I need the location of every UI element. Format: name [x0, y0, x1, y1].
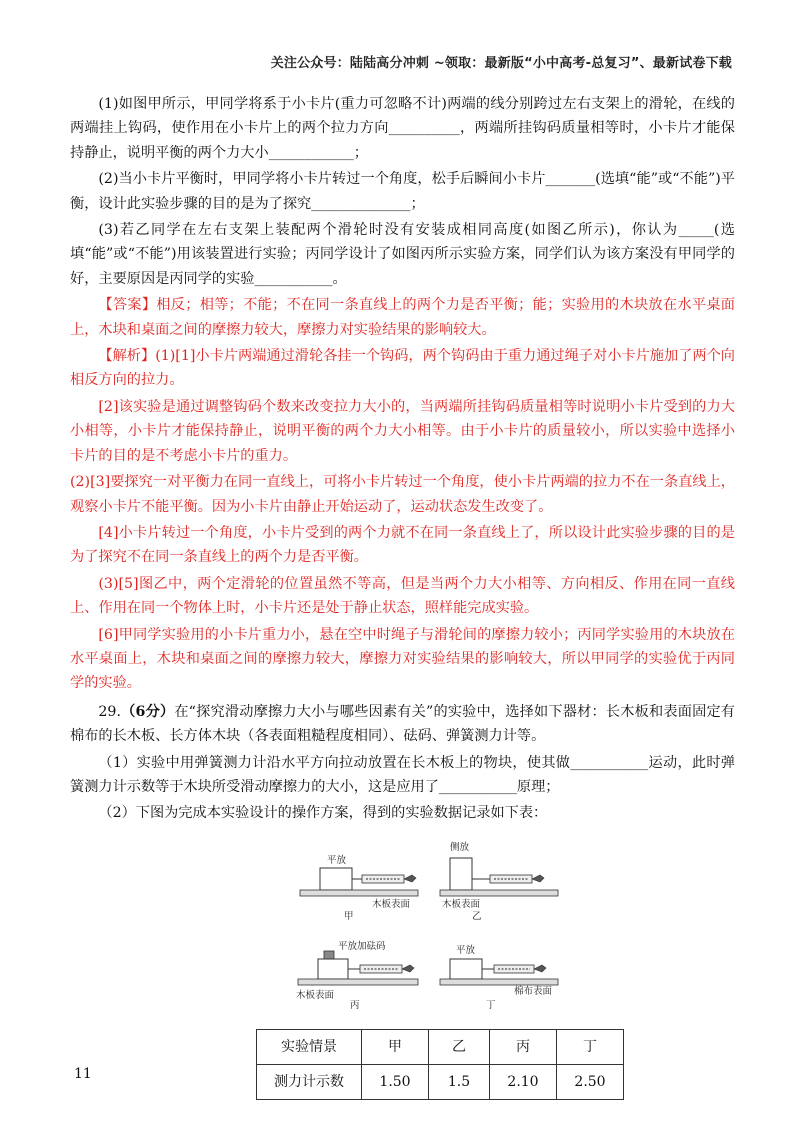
table-cell: 1.50 [362, 1064, 429, 1099]
q28-analysis-5: (3)[5]图乙中，两个定滑轮的位置虽然不等高，但是当两个力大小相等、方向相反、作用在同一直线上、作用在同一个物体上时，小卡片还是处于静止状态，照样能完成实验。 [70, 575, 735, 617]
q28-analysis-1 [70, 344, 735, 393]
q29-stem [70, 700, 735, 749]
analysis-1-text: (1)[1]小卡片两端通过滑轮各挂一个钩码，两个钩码由于重力通过绳子对小卡片施加了两个向相反方向的拉力。 [70, 348, 735, 389]
weight-icon [324, 951, 334, 959]
jia-top-label: 平放 [327, 854, 347, 866]
bing-top-label: 平放加砝码 [338, 940, 386, 952]
data-table [256, 1029, 624, 1100]
yi-name: 乙 [472, 910, 482, 922]
jia-name: 甲 [344, 910, 354, 922]
table-cell: 丙 [490, 1029, 557, 1064]
yi-top-label: 侧放 [450, 841, 470, 853]
q28-part3: (3)若乙同学在左右支架上装配两个滑轮时没有安装成相同高度(如图乙所示)，你认为_____(选填“能”或“不能”)用该装置进行实验；丙同学设计了如图丙所示实验方案，同学们认为该方案没有甲同学的好，主要原因是丙同学的实验___________。 [70, 222, 735, 287]
table-cell: 1.5 [429, 1064, 490, 1099]
table-cell: 甲 [362, 1029, 429, 1064]
table-cell: 丁 [557, 1029, 624, 1064]
setup-ding [440, 944, 558, 1011]
q28-part1: (1)如图甲所示，甲同学将系于小卡片(重力可忽略不计)两端的线分别跨过左右支架上的滑轮，在线的两端挂上钩码，使作用在小卡片上的两个拉力方向__________，两端所挂钩码质量相等时，小卡片才能保持静止，说明平衡的两个力大小____________； [70, 96, 735, 161]
ding-top-label: 平放 [456, 944, 476, 956]
answer-text: 相反；相等；不能；不在同一条直线上的两个力是否平衡；能；实验用的木块放在水平桌面上，木块和桌面之间的摩擦力较大，摩擦力对实验结果的影响较大。 [70, 297, 735, 338]
q28-analysis-2: [2]该实验是通过调整钩码个数来改变拉力大小的，当两端所挂钩码质量相等时说明小卡片受到的力大小相等，小卡片才能保持静止，说明平衡的两个力大小相等。由于小卡片的质量较小，所以实验中选择小卡片的目的是不考虑小卡片的重力。 [70, 398, 735, 464]
q28-analysis-4: [4]小卡片转过一个角度，小卡片受到的两个力就不在同一条直线上了，所以设计此实验步骤的目的是为了探究不在同一条直线上的两个力是否平衡。 [70, 524, 735, 566]
setup-yi [440, 841, 558, 922]
page-number: 11 [74, 1066, 92, 1082]
setup-jia [300, 854, 418, 922]
bing-surface-label: 木板表面 [296, 989, 335, 1001]
ding-name: 丁 [486, 999, 496, 1011]
table-cell: 实验情景 [257, 1029, 362, 1064]
answer-label: 【答案】 [98, 297, 157, 314]
table-cell: 测力计示数 [257, 1064, 362, 1099]
q29-part2: （2）下图为完成本实验设计的操作方案，得到的实验数据记录如下表： [98, 805, 548, 822]
experiment-diagram [290, 836, 570, 1011]
setup-bing [296, 940, 418, 1011]
q28-answer [70, 293, 735, 342]
q28-part2: (2)当小卡片平衡时，甲同学将小卡片转过一个角度，松手后瞬间小卡片_______(选填“能”或“不能”)平衡，设计此实验步骤的目的是为了探究______________； [70, 171, 735, 212]
q29-points: （6分） [120, 703, 175, 720]
jia-surface-label: 木板表面 [372, 898, 411, 910]
table-cell: 2.50 [557, 1064, 624, 1099]
table-row [257, 1029, 624, 1064]
page-header: 关注公众号：陆陆高分冲刺 ~领取：最新版“小中高考-总复习”、最新试卷下载 [270, 56, 732, 71]
bing-name: 丙 [350, 999, 360, 1011]
ding-surface-label: 棉布表面 [514, 985, 553, 997]
table-row [257, 1064, 624, 1099]
q29-stem-text: 在“探究滑动摩擦力大小与哪些因素有关”的实验中，选择如下器材：长木板和表面固定有棉布的长木板、长方体木块（各表面粗糙程度相同）、砝码、弹簧测力计等。 [70, 703, 735, 745]
yi-surface-label: 木板表面 [442, 898, 481, 910]
table-cell: 乙 [429, 1029, 490, 1064]
experiment-figure [290, 836, 570, 1011]
q29-part1: （1）实验中用弹簧测力计沿水平方向拉动放置在长木板上的物块，使其做___________运动，此时弹簧测力计示数等于木块所受滑动摩擦力的大小，这是应用了___________原理； [70, 754, 735, 795]
q28-analysis-3: (2)[3]要探究一对平衡力在同一直线上，可将小卡片转过一个角度，使小卡片两端的拉力不在一条直线上，观察小卡片不能平衡。因为小卡片由静止开始运动了，运动状态发生改变了。 [70, 474, 735, 515]
q29-number: 29. [98, 703, 121, 720]
page-content [70, 92, 735, 1100]
table-cell: 2.10 [490, 1064, 557, 1099]
analysis-label: 【解析】 [98, 348, 156, 365]
q28-analysis-6: [6]甲同学实验用的小卡片重力小，悬在空中时绳子与滑轮间的摩擦力较小；丙同学实验用的木块放在水平桌面上，木块和桌面之间的摩擦力较大，摩擦力对实验结果的影响较大，所以甲同学的实验优于丙同学的实验。 [70, 626, 735, 692]
